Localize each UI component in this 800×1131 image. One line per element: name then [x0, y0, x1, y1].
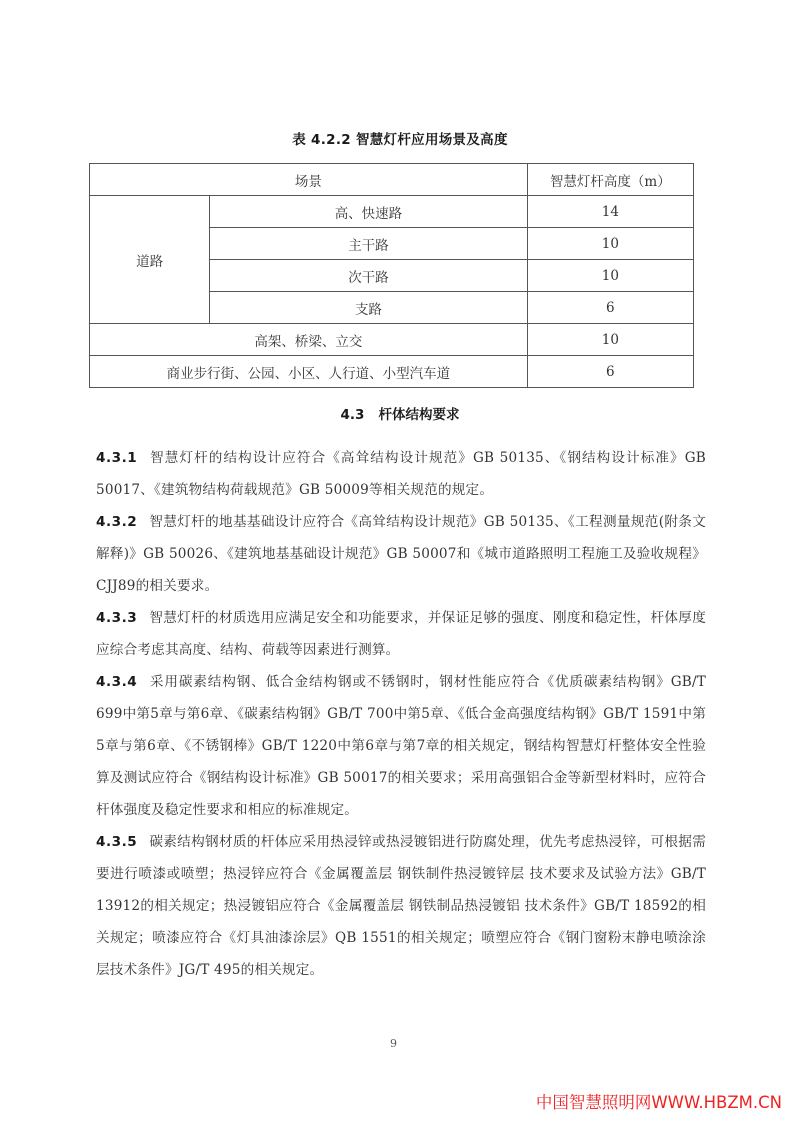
clause-text: 智慧灯杆的地基基础设计应符合《高耸结构设计规范》GB 50135、《工程测量规范(附条文解释)》GB 50026、《建筑地基基础设计规范》GB 50007和《城市道路照明工程施工及验收规程》CJJ89的相关要求。: [96, 514, 706, 594]
road-group-label: 道路: [90, 196, 210, 324]
scene-cell: 次干路: [210, 260, 528, 292]
table-row: [90, 324, 694, 356]
clause-text: 采用碳素结构钢、低合金结构钢或不锈钢时，钢材性能应符合《优质碳素结构钢》GB/T 699中第5章与第6章、《碳素结构钢》GB/T 700中第5章、《低合金高强度结构钢》GB/T 1591中第5章与第6章、《不锈钢棒》GB/T 1220中第6章与第7章的相关规定，钢结构智慧灯杆整体安全性验算及测试应符合《钢结构设计标准》GB 50017的相关要求；采用高强铝合金等新型材料时，应符合杆体强度及稳定性要求和相应的标准规定。: [96, 674, 706, 818]
height-cell: 10: [527, 228, 693, 260]
height-cell: 14: [527, 196, 693, 228]
clause-text: 碳素结构钢材质的杆体应采用热浸锌或热浸镀铝进行防腐处理，优先考虑热浸锌，可根据需要进行喷漆或喷塑；热浸锌应符合《金属覆盖层 钢铁制件热浸镀锌层 技术要求及试验方法》GB/T 13912的相关规定；热浸镀铝应符合《金属覆盖层 钢铁制品热浸镀铝 技术条件》GB/T 18592的相关规定；喷漆应符合《灯具油漆涂层》QB 1551的相关规定；喷塑应符合《钢门窗粉末静电喷涂涂层技术条件》JG/T 495的相关规定。: [96, 834, 706, 978]
clause-list: [96, 442, 706, 986]
scene-height-table: [89, 163, 694, 388]
clause-number: 4.3.3: [96, 610, 138, 626]
table-header-row: [90, 164, 694, 196]
section-heading: [0, 403, 800, 423]
clause-number: 4.3.1: [96, 450, 138, 466]
clause-text: 智慧灯杆的材质选用应满足安全和功能要求，并保证足够的强度、刚度和稳定性，杆体厚度应综合考虑其高度、结构、荷载等因素进行测算。: [96, 610, 706, 658]
scene-cell: 支路: [210, 292, 528, 324]
clause-4-3-2: [96, 506, 706, 602]
scene-cell: 高、快速路: [210, 196, 528, 228]
scene-cell: 主干路: [210, 228, 528, 260]
table-row: [90, 196, 694, 228]
clause-4-3-4: [96, 666, 706, 826]
clause-number: 4.3.5: [96, 834, 138, 850]
clause-text: 智慧灯杆的结构设计应符合《高耸结构设计规范》GB 50135、《钢结构设计标准》GB 50017、《建筑物结构荷载规范》GB 50009等相关规范的规定。: [96, 450, 706, 498]
section-title: 杆体结构要求: [378, 407, 460, 423]
height-cell: 6: [527, 356, 693, 388]
site-watermark: 中国智慧照明网WWW.HBZM.CN: [535, 1093, 782, 1112]
clause-4-3-1: [96, 442, 706, 506]
table-caption: 表 4.2.2 智慧灯杆应用场景及高度: [292, 132, 508, 148]
clause-4-3-3: [96, 602, 706, 666]
scene-cell: 商业步行街、公园、小区、人行道、小型汽车道: [90, 356, 528, 388]
header-height: 智慧灯杆高度（m）: [527, 164, 693, 196]
height-cell: 10: [527, 260, 693, 292]
table-row: [90, 356, 694, 388]
height-cell: 6: [527, 292, 693, 324]
clause-4-3-5: [96, 826, 706, 986]
height-cell: 10: [527, 324, 693, 356]
header-scene: 场景: [90, 164, 528, 196]
section-number: 4.3: [340, 407, 365, 423]
scene-cell: 高架、桥梁、立交: [90, 324, 528, 356]
page-number: 9: [390, 1037, 397, 1050]
clause-number: 4.3.4: [96, 674, 138, 690]
clause-number: 4.3.2: [96, 514, 138, 530]
